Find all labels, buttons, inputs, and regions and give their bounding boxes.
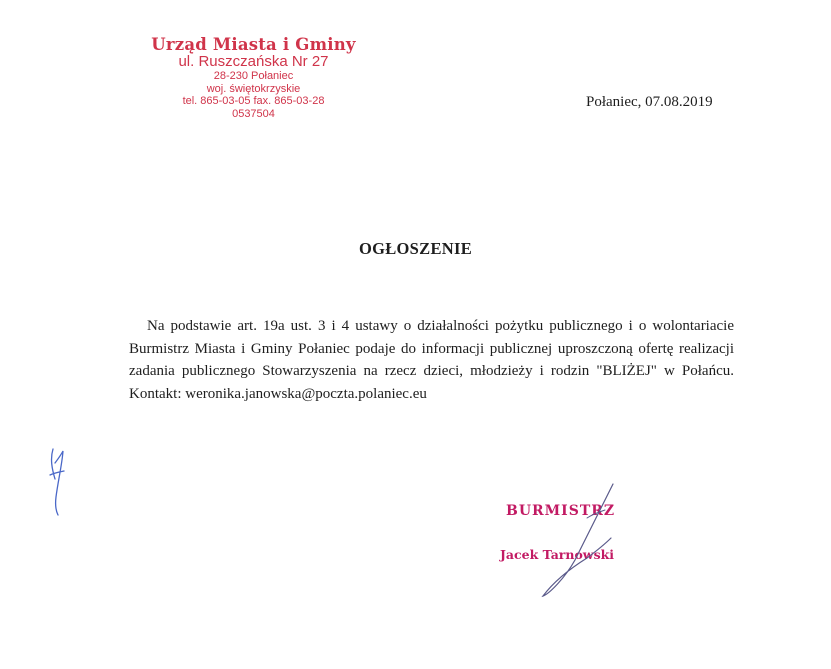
- initials-signature-icon: [44, 445, 74, 520]
- mayor-title: BURMISTRZ: [506, 503, 616, 519]
- place-date: Połaniec, 07.08.2019: [586, 94, 713, 110]
- office-name: Urząd Miasta i Gminy: [151, 35, 356, 54]
- document-body: Na podstawie art. 19a ust. 3 i 4 ustawy o działalności pożytku publicznego i o wolontariacie Burmistrz Miasta i Gminy Połaniec podaje do informacji publicznej uproszczoną ofertę realizacji zadania publicznego Stowarzyszenia na rzecz dzieci, młodzieży i rodzin "BLIŻEJ" w Połańcu. Kontakt: weronika.janowska@poczta.polaniec.eu: [129, 318, 734, 402]
- mayor-name: Jacek Tarnowski: [500, 547, 615, 562]
- office-phone: tel. 865-03-05 fax. 865-03-28: [182, 95, 325, 108]
- mayor-signature-icon: [535, 478, 625, 603]
- office-stamp: [146, 36, 361, 120]
- office-code: 0537504: [232, 107, 275, 120]
- office-region: woj. świętokrzyskie: [206, 82, 301, 95]
- document-title: OGŁOSZENIE: [358, 239, 473, 258]
- office-postal: 28-230 Połaniec: [213, 70, 294, 83]
- office-street: ul. Ruszczańska Nr 27: [178, 53, 329, 71]
